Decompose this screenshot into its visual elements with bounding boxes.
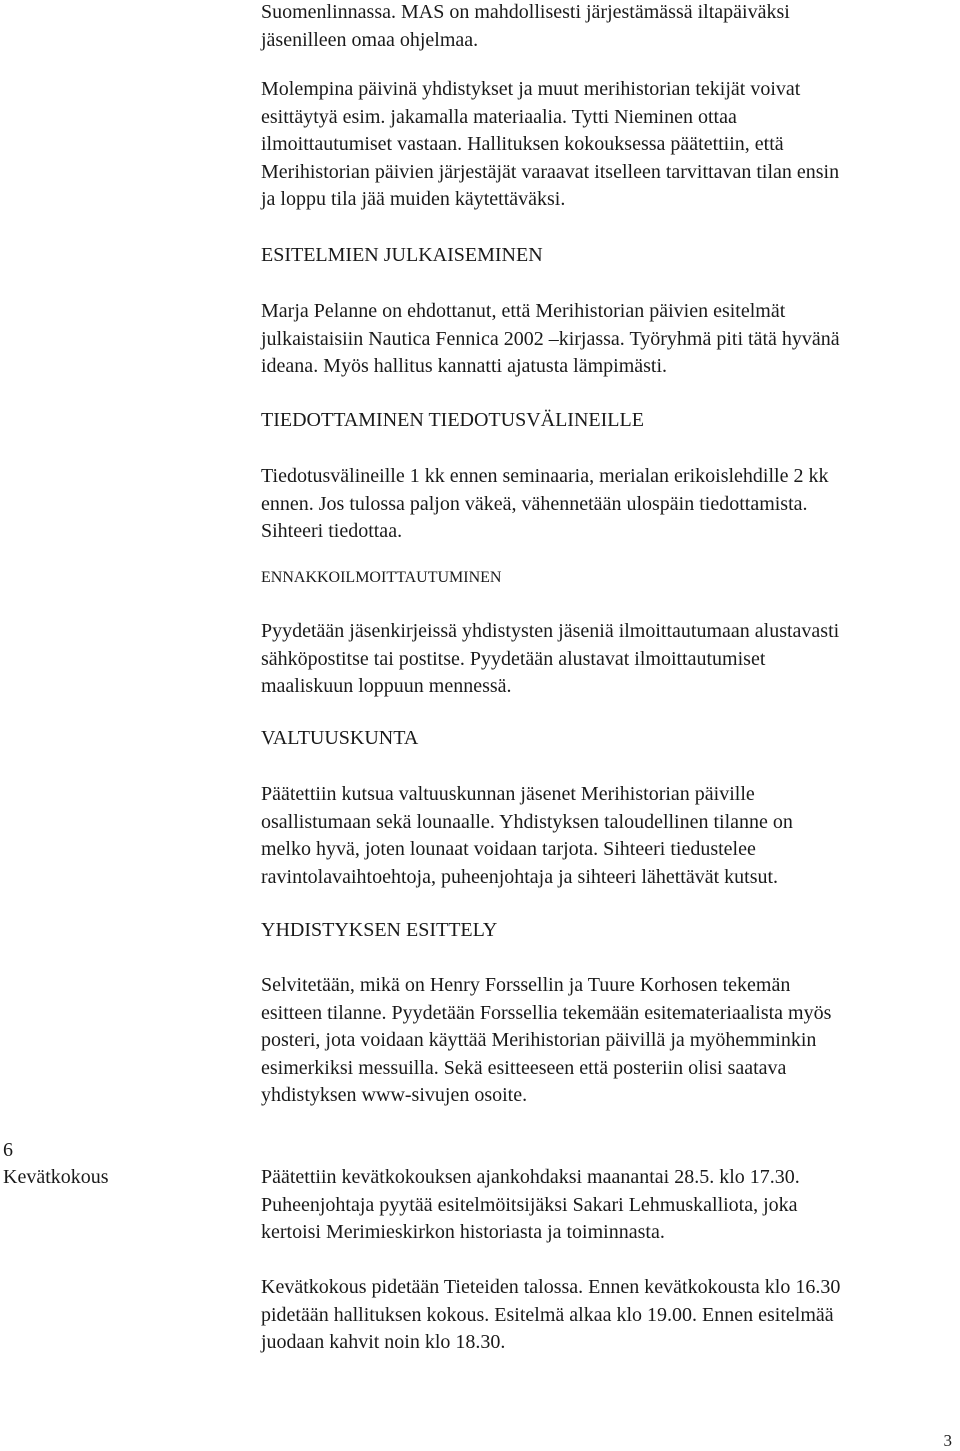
heading-ennakkoilmoittautuminen: ENNAKKOILMOITTAUTUMINEN bbox=[261, 569, 502, 586]
paragraph-valtuuskunta: Päätettiin kutsua valtuuskunnan jäsenet Merihistorian päiville osallistumaan sekä lounaalle. Yhdistyksen taloudellinen tilanne on melko hyvä, joten lounaat voidaan tarjota. Sihteeri tiedustelee ravintolavaihtoehtoja, puheenjohtaja ja sihteeri lähettävät kutsut. bbox=[261, 783, 793, 888]
heading-yhdistyksen-esittely: YHDISTYKSEN ESITTELY bbox=[261, 919, 498, 941]
heading-valtuuskunta: VALTUUSKUNTA bbox=[261, 727, 419, 749]
page-number: 3 bbox=[943, 1431, 952, 1450]
item-number: 6 bbox=[3, 1139, 13, 1161]
paragraph-tiedottaminen: Tiedotusvälineille 1 kk ennen seminaaria, merialan erikoislehdille 2 kk ennen. Jos tulossa paljon väkeä, vähennetään ulospäin tiedottamista. Sihteeri tiedottaa. bbox=[261, 465, 829, 543]
heading-esitelmien-julkaiseminen: ESITELMIEN JULKAISEMINEN bbox=[261, 244, 543, 266]
paragraph-ennakkoilmoittautuminen: Pyydetään jäsenkirjeissä yhdistysten jäseniä ilmoittautumaan alustavasti sähköpostitse tai postitse. Pyydetään alustavat ilmoittautumiset maaliskuun loppuun mennessä. bbox=[261, 620, 840, 698]
heading-tiedottaminen: TIEDOTTAMINEN TIEDOTUSVÄLINEILLE bbox=[261, 409, 644, 431]
paragraph-presentation: Molempina päivinä yhdistykset ja muut merihistorian tekijät voivat esittäytyä esim. jakamalla materiaalia. Tytti Nieminen ottaa ilmoittautumiset vastaan. Hallituksen kokouksessa päätettiin, että Merihistorian päivien järjestäjät varaavat itselleen tarvittavan tilan ensin ja loppu tila jää muiden käytettäväksi. bbox=[261, 78, 840, 211]
paragraph-intro: Suomenlinnassa. MAS on mahdollisesti järjestämässä iltapäiväksi jäsenilleen omaa ohjelmaa. bbox=[261, 1, 790, 51]
paragraph-kevatkokous-1: Päätettiin kevätkokouksen ajankohdaksi maanantai 28.5. klo 17.30. Puheenjohtaja pyytää esitelmöitsijäksi Sakari Lehmuskalliota, joka kertoisi Merimieskirkon historiasta ja toiminnasta. bbox=[261, 1166, 800, 1244]
paragraph-kevatkokous-2: Kevätkokous pidetään Tieteiden talossa. Ennen kevätkokousta klo 16.30 pidetään hallituksen kokous. Esitelmä alkaa klo 19.00. Ennen esitelmää juodaan kahvit noin klo 18.30. bbox=[261, 1276, 841, 1354]
paragraph-esitelmien-julkaiseminen: Marja Pelanne on ehdottanut, että Merihistorian päivien esitelmät julkaistaisiin Nautica Fennica 2002 –kirjassa. Työryhmä piti tätä hyvänä ideana. Myös hallitus kannatti ajatusta lämpimästi. bbox=[261, 300, 840, 378]
item-title: Kevätkokous bbox=[3, 1166, 109, 1188]
paragraph-yhdistyksen-esittely: Selvitetään, mikä on Henry Forssellin ja Tuure Korhosen tekemän esitteen tilanne. Pyydetään Forssellia tekemään esitemateriaalista myös posteri, jota voidaan käyttää Merihistorian päivillä ja myöhemminkin esimerkiksi messuilla. Sekä esitteeseen että posteriin olisi saatava yhdistyksen www-sivujen osoite. bbox=[261, 974, 832, 1107]
